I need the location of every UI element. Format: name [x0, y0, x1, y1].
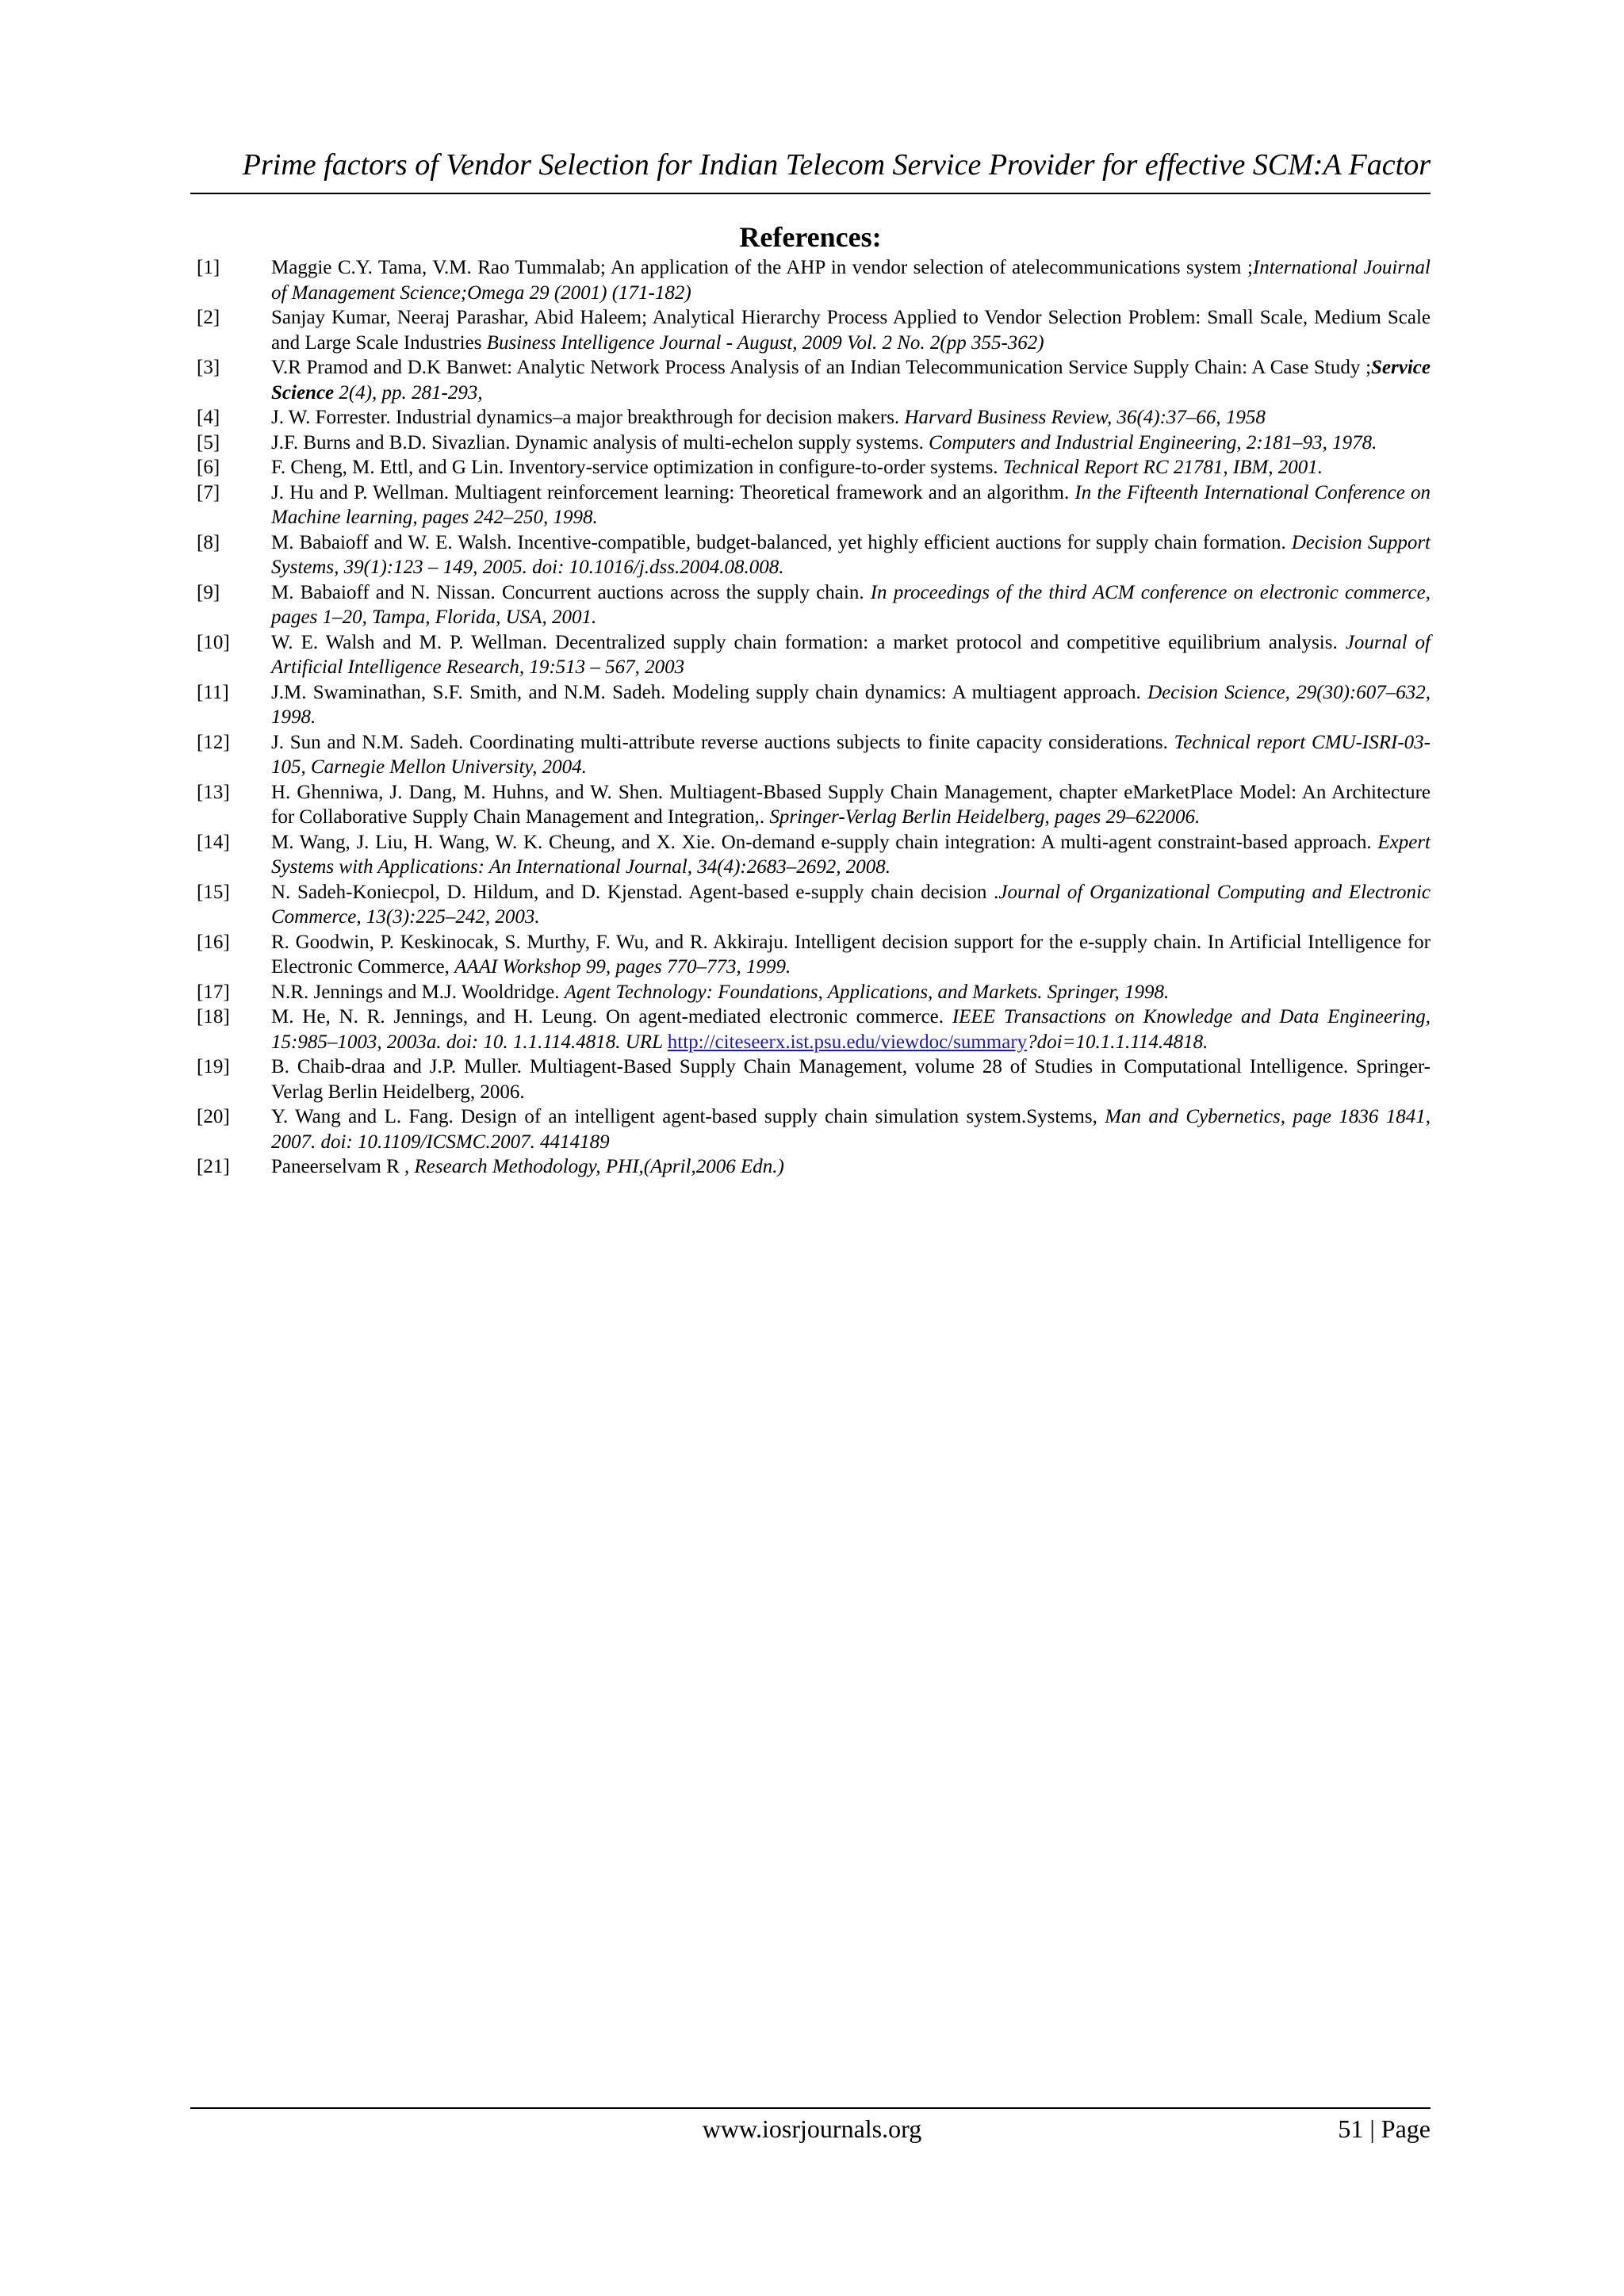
reference-text-segment: N. Sadeh-Koniecpol, D. Hildum, and D. Kjenstad. Agent-based e-supply chain decision .: [271, 881, 999, 903]
reference-number: [3]: [197, 357, 220, 378]
reference-text-segment: M. He, N. R. Jennings, and H. Leung. On agent-mediated electronic commerce.: [271, 1006, 952, 1027]
reference-text: [271, 255, 1431, 305]
reference-text-segment: N.R. Jennings and M.J. Wooldridge.: [271, 981, 565, 1003]
reference-text: [271, 630, 1431, 680]
reference-item: [197, 730, 1431, 780]
reference-item: [197, 830, 1431, 880]
reference-source-italic: Decision Support Systems, 39(1):123 – 149, 2005. doi: 10.1016/j.dss.2004.08.008.: [271, 531, 1431, 578]
reference-source-italic: Harvard Business Review, 36(4):37–66, 1958: [904, 407, 1266, 428]
reference-text: [271, 930, 1431, 980]
reference-text-segment: H. Ghenniwa, J. Dang, M. Huhns, and W. Shen. Multiagent-Bbased Supply Chain Management, chapter eMarketPlace Model: An Architecture for Collaborative Supply Chain Management and Integration,.: [271, 781, 1431, 828]
reference-text-segment: Paneerselvam R ,: [271, 1156, 415, 1177]
footer-page-number: 51 | Page: [1338, 2114, 1431, 2143]
reference-text: [271, 305, 1431, 355]
reference-number: [18]: [197, 1006, 230, 1027]
reference-item: [197, 305, 1431, 355]
reference-text-segment: F. Cheng, M. Ettl, and G Lin. Inventory-service optimization in configure-to-order systems.: [271, 457, 1003, 478]
reference-text: [271, 780, 1431, 830]
reference-item: [197, 1154, 1431, 1180]
reference-source-italic: AAAI Workshop 99, pages 770–773, 1999.: [454, 956, 791, 978]
reference-number: [8]: [197, 531, 220, 553]
reference-text-segment: W. E. Walsh and M. P. Wellman. Decentralized supply chain formation: a market protocol and competitive equilibrium analysis.: [271, 631, 1346, 653]
reference-source-italic: Agent Technology: Foundations, Applications, and Markets. Springer, 1998.: [564, 981, 1170, 1003]
reference-source-italic: ?doi=10.1.1.114.4818.: [1027, 1031, 1208, 1053]
reference-number: [19]: [197, 1056, 230, 1077]
reference-number: [5]: [197, 431, 220, 453]
reference-source-italic: Technical report CMU-ISRI-03-105, Carnegie Mellon University, 2004.: [271, 731, 1431, 778]
reference-number: [20]: [197, 1106, 230, 1127]
reference-text: [271, 455, 1431, 480]
reference-source-italic: Springer-Verlag Berlin Heidelberg, pages 29–622006.: [769, 806, 1201, 828]
reference-text: [271, 405, 1431, 430]
reference-text: [271, 430, 1431, 456]
reference-url-link[interactable]: http://citeseerx.ist.psu.edu/viewdoc/summary: [667, 1031, 1028, 1053]
reference-text: [271, 480, 1431, 530]
reference-text-segment: J. W. Forrester. Industrial dynamics–a major breakthrough for decision makers.: [271, 407, 905, 428]
reference-text: [271, 1104, 1431, 1154]
reference-source-italic: Journal of Organizational Computing and Electronic Commerce, 13(3):225–242, 2003.: [271, 881, 1431, 928]
reference-number: [15]: [197, 881, 230, 903]
reference-source-italic: International Jouirnal of Management Science;Omega 29 (2001) (171-182): [271, 257, 1431, 304]
reference-item: [197, 580, 1431, 630]
reference-number: [6]: [197, 457, 220, 478]
reference-number: [1]: [197, 257, 220, 278]
reference-source-italic: Research Methodology, PHI,(April,2006 Edn.): [414, 1156, 784, 1177]
reference-text-segment: J.F. Burns and B.D. Sivazlian. Dynamic analysis of multi-echelon supply systems.: [271, 431, 929, 453]
reference-text: [271, 355, 1431, 405]
reference-text-segment: Maggie C.Y. Tama, V.M. Rao Tummalab; An application of the AHP in vendor selection of atelecommunications system ;: [271, 257, 1253, 278]
reference-item: [197, 1104, 1431, 1154]
reference-item: [197, 480, 1431, 530]
footer-website: www.iosrjournals.org: [702, 2114, 922, 2143]
reference-source-italic: Computers and Industrial Engineering, 2:181–93, 1978.: [929, 431, 1377, 453]
reference-text-segment: J. Hu and P. Wellman. Multiagent reinforcement learning: Theoretical framework and an algorithm.: [271, 481, 1075, 503]
reference-item: [197, 1054, 1431, 1104]
references-heading: References:: [739, 221, 882, 253]
reference-item: [197, 1004, 1431, 1054]
reference-source-italic: Man and Cybernetics, page 1836 1841, 2007. doi: 10.1109/ICSMC.2007. 4414189: [271, 1106, 1431, 1153]
reference-text: [271, 880, 1431, 930]
reference-item: [197, 405, 1431, 430]
reference-text: [271, 580, 1431, 630]
reference-item: [197, 930, 1431, 980]
reference-item: [197, 355, 1431, 405]
reference-number: [2]: [197, 307, 220, 328]
reference-text: [271, 730, 1431, 780]
reference-number: [7]: [197, 481, 220, 503]
reference-text: [271, 1154, 1431, 1180]
reference-text: [271, 1004, 1431, 1054]
reference-text-segment: Y. Wang and L. Fang. Design of an intelligent agent-based supply chain simulation system.Systems,: [271, 1106, 1105, 1127]
reference-text-segment: M. Wang, J. Liu, H. Wang, W. K. Cheung, and X. Xie. On-demand e-supply chain integration: A multi-agent constraint-based approach.: [271, 831, 1378, 853]
reference-number: [21]: [197, 1156, 230, 1177]
reference-text-segment: Sanjay Kumar, Neeraj Parashar, Abid Haleem; Analytical Hierarchy Process Applied to Vendor Selection Problem: Small Scale, Medium Scale and Large Scale Industries: [271, 307, 1431, 354]
reference-item: [197, 430, 1431, 456]
reference-number: [16]: [197, 931, 230, 953]
reference-number: [17]: [197, 981, 230, 1003]
reference-text: [271, 830, 1431, 880]
reference-text: [271, 530, 1431, 580]
reference-item: [197, 880, 1431, 930]
reference-number: [13]: [197, 781, 230, 803]
reference-text-segment: M. Babaioff and W. E. Walsh. Incentive-compatible, budget-balanced, yet highly efficient auctions for supply chain formation.: [271, 531, 1292, 553]
reference-source-italic: Business Intelligence Journal - August, 2009 Vol. 2 No. 2(pp 355-362): [486, 331, 1044, 354]
reference-source-italic: In proceedings of the third ACM conference on electronic commerce, pages 1–20, Tampa, Florida, USA, 2001.: [271, 581, 1431, 628]
reference-text-segment: R. Goodwin, P. Keskinocak, S. Murthy, F. Wu, and R. Akkiraju. Intelligent decision support for the e-supply chain. In Artificial Intelligence for Electronic Commerce,: [271, 931, 1431, 978]
reference-text: [271, 980, 1431, 1005]
reference-source-italic: Expert Systems with Applications: An International Journal, 34(4):2683–2692, 2008.: [271, 831, 1431, 878]
reference-number: [12]: [197, 731, 230, 753]
reference-item: [197, 455, 1431, 480]
reference-number: [10]: [197, 631, 230, 653]
reference-item: [197, 980, 1431, 1005]
reference-number: [4]: [197, 407, 220, 428]
reference-number: [11]: [197, 681, 229, 703]
reference-text-segment: M. Babaioff and N. Nissan. Concurrent auctions across the supply chain.: [271, 581, 871, 603]
reference-number: [9]: [197, 581, 220, 603]
reference-source-italic: Technical Report RC 21781, IBM, 2001.: [1002, 457, 1323, 478]
reference-item: [197, 530, 1431, 580]
reference-item: [197, 630, 1431, 680]
reference-number: [14]: [197, 831, 230, 853]
reference-text-segment: V.R Pramod and D.K Banwet: Analytic Network Process Analysis of an Indian Telecommunication Service Supply Chain: A Case Study ;: [271, 357, 1372, 378]
reference-text: [271, 1054, 1431, 1104]
reference-source-italic: Decision Science, 29(30):607–632, 1998.: [271, 681, 1431, 728]
reference-text-segment: J. Sun and N.M. Sadeh. Coordinating multi-attribute reverse auctions subjects to finite capacity considerations.: [271, 731, 1174, 753]
reference-source-italic: In the Fifteenth International Conference on Machine learning, pages 242–250, 1998.: [271, 481, 1431, 528]
header-divider: [190, 193, 1431, 194]
reference-source-italic: 2(4), pp. 281-293,: [334, 381, 483, 404]
footer-divider: [190, 2107, 1431, 2109]
reference-item: [197, 680, 1431, 730]
reference-list: [197, 255, 1431, 1180]
reference-text: [271, 680, 1431, 730]
running-header: Prime factors of Vendor Selection for Indian Telecom Service Provider for effective SCM:A Factor: [242, 148, 1431, 182]
reference-source-italic: Journal of Artificial Intelligence Research, 19:513 – 567, 2003: [271, 631, 1431, 678]
reference-text-segment: J.M. Swaminathan, S.F. Smith, and N.M. Sadeh. Modeling supply chain dynamics: A multiagent approach.: [271, 681, 1148, 703]
reference-item: [197, 255, 1431, 305]
reference-source-bold-italic: Service Science: [271, 357, 1431, 404]
reference-source-italic: IEEE Transactions on Knowledge and Data Engineering, 15:985–1003, 2003a. doi: 10. 1.1.114.4818. URL: [271, 1006, 1431, 1053]
reference-text-segment: B. Chaib-draa and J.P. Muller. Multiagent-Based Supply Chain Management, volume 28 of Studies in Computational Intelligence. Springer-Verlag Berlin Heidelberg, 2006.: [271, 1056, 1431, 1103]
reference-item: [197, 780, 1431, 830]
